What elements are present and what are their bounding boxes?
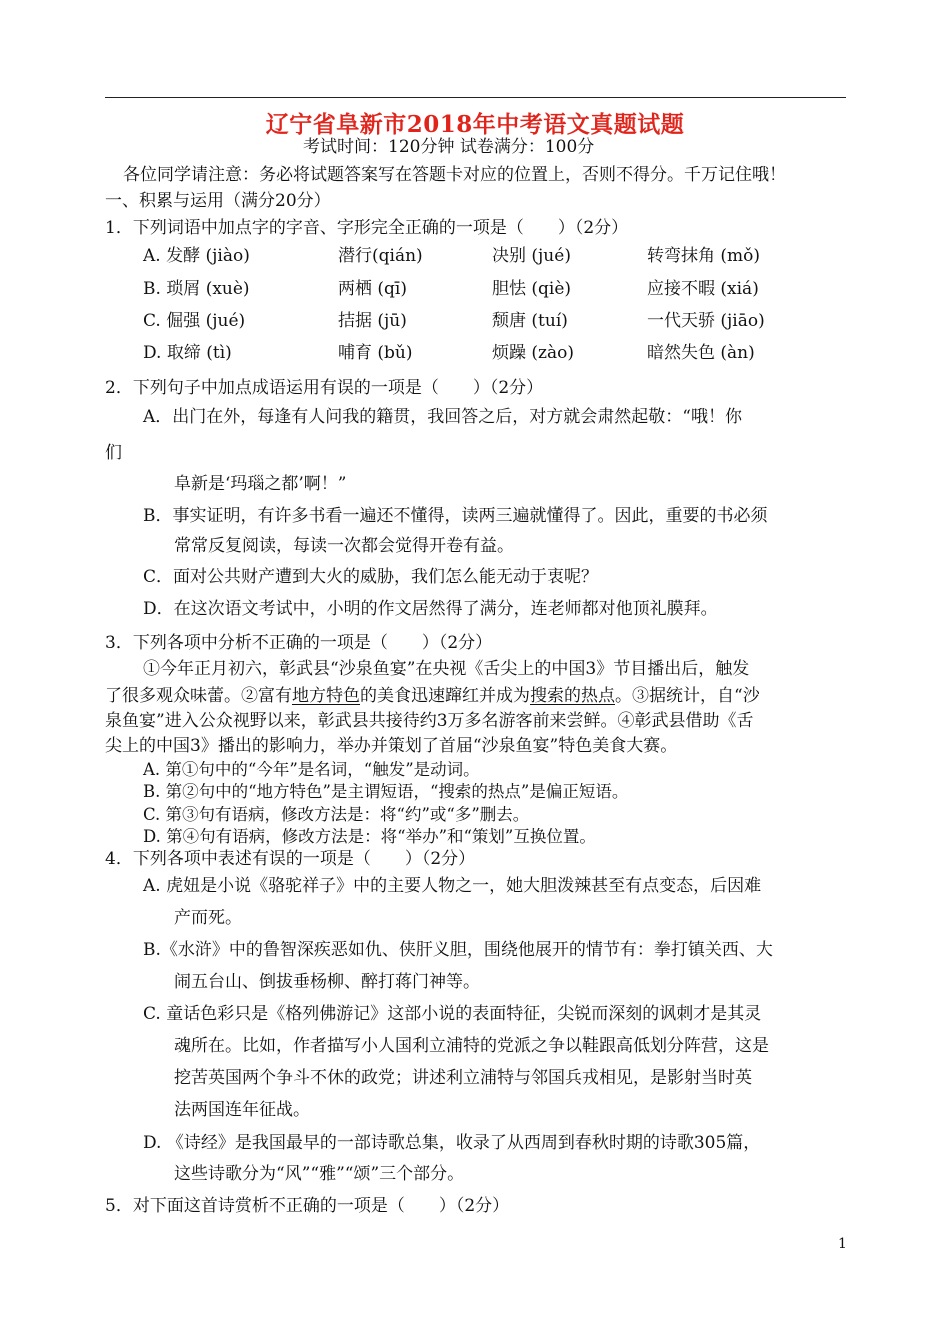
question-3-passage: 了很多观众味蕾。②富有地方特色的美食迅速蹿红并成为搜索的热点。③据统计，自“沙: [105, 686, 760, 706]
question-4-option-c-cont: 魂所在。比如，作者描写小人国利立浦特的党派之争以鞋跟高低划分阵营，这是: [174, 1036, 769, 1056]
option-cell: A. 发酵 (jiào): [143, 246, 250, 266]
option-cell: 烦躁 (zào): [492, 343, 574, 363]
question-4-option-a-cont: 产而死。: [174, 908, 242, 928]
option-cell: D. 取缔 (tì): [143, 343, 232, 363]
underlined-phrase: 搜索的热点: [530, 686, 615, 706]
question-4-option-b: B.《水浒》中的鲁智深疾恶如仇、侠肝义胆，围绕他展开的情节有：拳打镇关西、大: [143, 940, 773, 960]
question-4-stem: 4．下列各项中表述有误的一项是（ ）（2分）: [105, 849, 476, 869]
option-cell: C. 倔强 (jué): [143, 311, 246, 331]
question-3-option-c: C. 第③句有语病，修改方法是：将“约”或“多”删去。: [143, 805, 530, 824]
question-3-option-a: A. 第①句中的“今年”是名词，“触发”是动词。: [143, 760, 480, 779]
question-3-option-b: B. 第②句中的“地方特色”是主谓短语，“搜索的热点”是偏正短语。: [143, 782, 629, 801]
question-2-option-b-cont: 常常反复阅读，每读一次都会觉得开卷有益。: [174, 536, 514, 556]
question-2-option-a: A．出门在外，每逢有人问我的籍贯，我回答之后，对方就会肃然起敬：“哦！你: [143, 407, 742, 427]
question-2-option-a-cont: 们: [105, 443, 122, 463]
question-4-option-b-cont: 闹五台山、倒拔垂杨柳、醉打蒋门神等。: [174, 972, 480, 992]
question-2-option-c: C．面对公共财产遭到大火的威胁，我们怎么能无动于衷呢？: [143, 567, 599, 587]
question-3-stem: 3．下列各项中分析不正确的一项是（ ）（2分）: [105, 633, 493, 653]
question-4-option-a: A. 虎妞是小说《骆驼祥子》中的主要人物之一，她大胆泼辣甚至有点变态，后因难: [143, 876, 762, 896]
exam-meta: 考试时间：120分钟 试卷满分：100分: [303, 137, 595, 157]
option-cell: 胆怯 (qiè): [492, 279, 572, 299]
header-rule: [105, 97, 846, 98]
question-2-option-b: B．事实证明，有许多书看一遍还不懂得，读两三遍就懂得了。因此，重要的书必须: [143, 506, 768, 526]
section-heading: 一、积累与运用（满分20分）: [105, 191, 331, 211]
question-3-passage: 尖上的中国3》播出的影响力，举办并策划了首届“沙泉鱼宴”特色美食大赛。: [105, 736, 678, 756]
question-2-stem: 2．下列句子中加点成语运用有误的一项是（ ）（2分）: [105, 378, 544, 398]
question-4-option-c-cont: 法两国连年征战。: [174, 1100, 310, 1120]
question-3-passage: 泉鱼宴”进入公众视野以来，彰武县共接待约3万多名游客前来尝鲜。④彰武县借助《舌: [105, 711, 754, 731]
option-cell: 暗然失色 (àn): [647, 343, 755, 363]
question-3-passage: ①今年正月初六，彰武县“沙泉鱼宴”在央视《舌尖上的中国3》节目播出后，触发: [143, 659, 750, 679]
question-4-option-d: D. 《诗经》是我国最早的一部诗歌总集，收录了从西周到春秋时期的诗歌305篇，: [143, 1133, 761, 1153]
question-1-stem: 1．下列词语中加点字的字音、字形完全正确的一项是（ ）（2分）: [105, 218, 629, 238]
question-2-option-d: D．在这次语文考试中，小明的作文居然得了满分，连老师都对他顶礼膜拜。: [143, 599, 718, 619]
option-cell: 应接不暇 (xiá): [647, 279, 759, 299]
question-4-option-c-cont: 挖苦英国两个争斗不休的政党；讲述利立浦特与邻国兵戎相见，是影射当时英: [174, 1068, 752, 1088]
option-cell: 拮据 (jū): [338, 311, 407, 331]
option-cell: 决别 (jué): [492, 246, 571, 266]
option-cell: 一代天骄 (jiāo): [647, 311, 765, 331]
question-5-stem: 5．对下面这首诗赏析不正确的一项是（ ）（2分）: [105, 1196, 510, 1216]
question-3-option-d: D. 第④句有语病，修改方法是：将“举办”和“策划”互换位置。: [143, 827, 596, 846]
page-number: 1: [838, 1236, 847, 1252]
underlined-phrase: 地方特色: [292, 686, 360, 706]
option-cell: 两栖 (qī): [338, 279, 407, 299]
option-cell: B. 琐屑 (xuè): [143, 279, 250, 299]
option-cell: 哺育 (bǔ): [338, 343, 413, 363]
question-4-option-d-cont: 这些诗歌分为“风”“雅”“颂”三个部分。: [174, 1164, 465, 1184]
question-2-option-a-cont: 阜新是‘玛瑙之都’啊！”: [174, 474, 347, 494]
option-cell: 潜行(qián): [338, 246, 423, 266]
question-4-option-c: C. 童话色彩只是《格列佛游记》这部小说的表面特征，尖锐而深刻的讽刺才是其灵: [143, 1004, 762, 1024]
option-cell: 颓唐 (tuí): [492, 311, 568, 331]
exam-notice: 各位同学请注意：务必将试题答案写在答题卡对应的位置上，否则不得分。千万记住哦！: [123, 165, 786, 185]
exam-title: 辽宁省阜新市2018年中考语文真题试题: [265, 111, 685, 138]
option-cell: 转弯抹角 (mǒ): [647, 246, 761, 266]
